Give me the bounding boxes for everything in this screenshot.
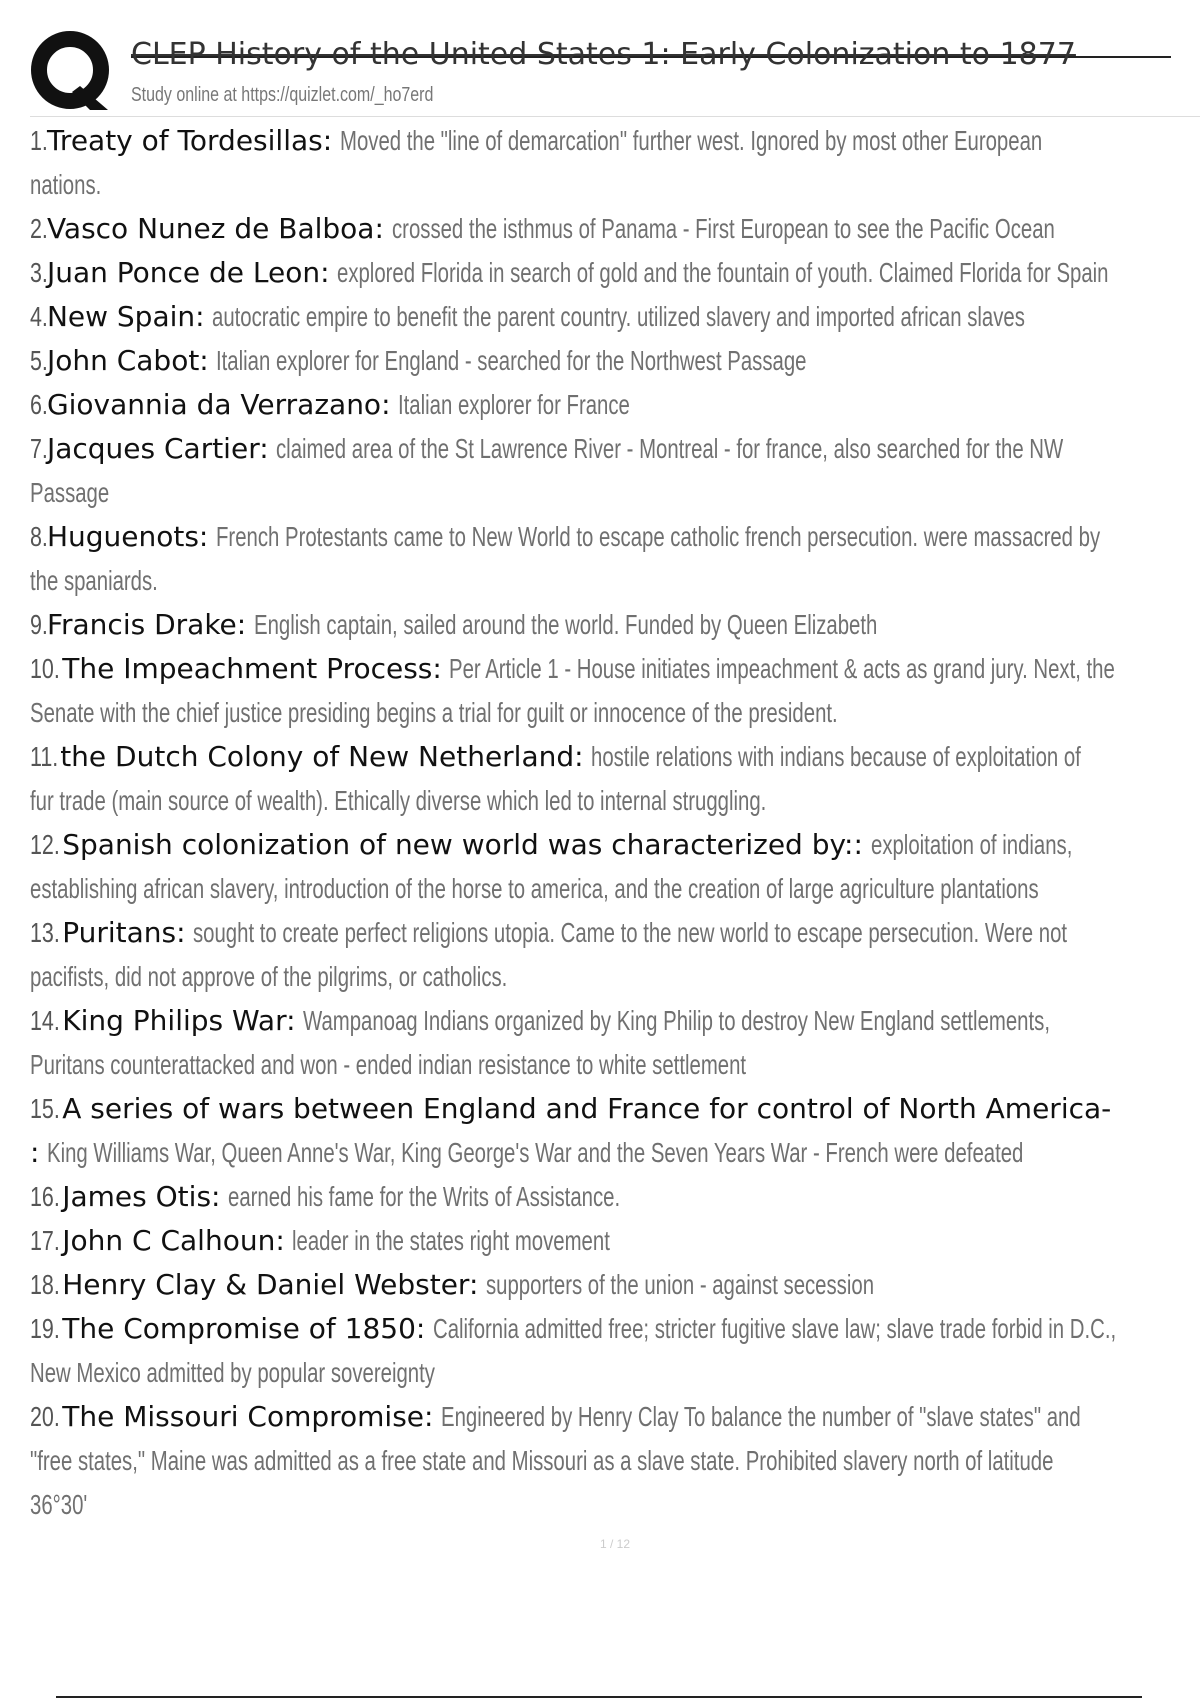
term-line — [30, 867, 1200, 911]
term-definition: Italian explorer for France — [398, 389, 631, 420]
footer-divider — [56, 1696, 1142, 1698]
term-item — [30, 735, 1200, 823]
term-line — [30, 1263, 1200, 1307]
term-item — [30, 515, 1200, 603]
term-definition: exploitation of indians, — [870, 829, 1072, 860]
term-number: 2. — [30, 213, 48, 244]
term-number: 11. — [30, 741, 59, 772]
term-definition: crossed the isthmus of Panama - First European to see the Pacific Ocean — [391, 213, 1055, 244]
term-number: 19. — [30, 1313, 60, 1344]
term-name: Vasco Nunez de Balboa: — [46, 212, 384, 245]
term-definition: the spaniards. — [30, 565, 158, 596]
term-line — [30, 119, 1200, 163]
term-line — [30, 559, 1200, 603]
term-item — [30, 1263, 1200, 1307]
term-line — [30, 1087, 1200, 1131]
term-item — [30, 1087, 1200, 1175]
term-definition: nations. — [30, 169, 102, 200]
term-number: 7. — [30, 433, 48, 464]
term-number: 15. — [30, 1093, 60, 1124]
term-number: 17. — [30, 1225, 60, 1256]
term-definition: California admitted free; stricter fugitive slave law; slave trade forbid in D.C., — [432, 1313, 1117, 1344]
term-name: James Otis: — [62, 1180, 221, 1213]
term-line — [30, 1439, 1200, 1483]
term-number: 12. — [30, 829, 60, 860]
term-number: 1. — [30, 125, 48, 156]
term-item — [30, 647, 1200, 735]
term-definition: 36°30' — [30, 1489, 88, 1520]
header-divider — [30, 116, 1200, 117]
term-line — [30, 955, 1200, 999]
term-item — [30, 1219, 1200, 1263]
study-online-link[interactable]: Study online at https://quizlet.com/_ho7erd — [131, 84, 434, 106]
term-name: Jacques Cartier: — [46, 432, 269, 465]
term-definition: Engineered by Henry Clay To balance the number of "slave states" and — [441, 1401, 1081, 1432]
term-line — [30, 647, 1200, 691]
term-number: 10. — [30, 653, 60, 684]
term-number: 5. — [30, 345, 48, 376]
term-name: Treaty of Tordesillas: — [46, 124, 333, 157]
term-name: Spanish colonization of new world was characterized by:: — [62, 828, 863, 861]
term-line — [30, 1175, 1200, 1219]
term-definition: autocratic empire to benefit the parent country. utilized slavery and imported african slaves — [212, 301, 1026, 332]
term-item — [30, 207, 1200, 251]
term-line — [30, 1131, 1200, 1175]
term-line — [30, 823, 1200, 867]
term-definition: establishing african slavery, introduction of the horse to america, and the creation of large agriculture plantations — [30, 873, 1039, 904]
term-number: 4. — [30, 301, 48, 332]
term-item — [30, 999, 1200, 1087]
term-name: The Compromise of 1850: — [62, 1312, 426, 1345]
term-definition: supporters of the union - against secession — [486, 1269, 875, 1300]
term-number: 6. — [30, 389, 48, 420]
term-name: Francis Drake: — [46, 608, 247, 641]
term-item — [30, 1395, 1200, 1527]
term-line — [30, 163, 1200, 207]
term-name: Juan Ponce de Leon: — [46, 256, 330, 289]
term-name: Giovannia da Verrazano: — [46, 388, 391, 421]
page-header — [30, 30, 1200, 118]
term-line — [30, 1395, 1200, 1439]
term-name: The Missouri Compromise: — [62, 1400, 434, 1433]
term-name: A series of wars between England and France for control of North America- — [62, 1092, 1112, 1125]
term-item — [30, 911, 1200, 999]
term-definition: Senate with the chief justice presiding begins a trial for guilt or innocence of the president. — [30, 697, 838, 728]
document-title: CLEP History of the United States 1: Early Colonization to 1877 — [131, 37, 1076, 72]
term-line — [30, 295, 1200, 339]
term-item — [30, 1307, 1200, 1395]
term-definition: Italian explorer for England - searched for the Northwest Passage — [216, 345, 807, 376]
term-definition: King Williams War, Queen Anne's War, King George's War and the Seven Years War - French were defeated — [47, 1137, 1024, 1168]
quizlet-logo-icon — [30, 30, 112, 112]
term-definition: sought to create perfect religions utopia. Came to the new world to escape persecution. Were not — [193, 917, 1068, 948]
page-number: 1 / 12 — [599, 1537, 631, 1551]
term-definition: Puritans counterattacked and won - ended indian resistance to white settlement — [30, 1049, 747, 1080]
term-item — [30, 295, 1200, 339]
term-name: the Dutch Colony of New Netherland: — [60, 740, 584, 773]
term-definition: earned his fame for the Writs of Assistance. — [228, 1181, 621, 1212]
term-line — [30, 207, 1200, 251]
term-name: Puritans: — [62, 916, 186, 949]
term-line — [30, 1219, 1200, 1263]
term-definition: Moved the "line of demarcation" further west. Ignored by most other European — [339, 125, 1043, 156]
term-definition: French Protestants came to New World to escape catholic french persecution. were massacred by — [216, 521, 1101, 552]
term-number: 16. — [30, 1181, 60, 1212]
term-number: 14. — [30, 1005, 60, 1036]
term-item — [30, 603, 1200, 647]
term-line — [30, 383, 1200, 427]
term-line — [30, 1483, 1200, 1527]
term-item — [30, 823, 1200, 911]
term-item — [30, 427, 1200, 515]
term-line — [30, 339, 1200, 383]
term-line — [30, 251, 1200, 295]
term-line — [30, 471, 1200, 515]
term-line — [30, 515, 1200, 559]
term-line — [30, 1351, 1200, 1395]
term-name: New Spain: — [46, 300, 205, 333]
term-number: 3. — [30, 257, 48, 288]
term-definition: hostile relations with indians because of exploitation of — [591, 741, 1082, 772]
term-line — [30, 779, 1200, 823]
term-line — [30, 603, 1200, 647]
term-line — [30, 1043, 1200, 1087]
term-line — [30, 999, 1200, 1043]
term-item — [30, 119, 1200, 207]
term-definition: leader in the states right movement — [292, 1225, 611, 1256]
term-definition: explored Florida in search of gold and the fountain of youth. Claimed Florida for Spain — [337, 257, 1109, 288]
term-item — [30, 251, 1200, 295]
term-line — [30, 911, 1200, 955]
term-name: : — [30, 1136, 40, 1169]
term-number: 20. — [30, 1401, 60, 1432]
term-definition: Per Article 1 - House initiates impeachment & acts as grand jury. Next, the — [449, 653, 1116, 684]
term-line — [30, 735, 1200, 779]
term-number: 8. — [30, 521, 48, 552]
term-name: Henry Clay & Daniel Webster: — [62, 1268, 479, 1301]
term-line — [30, 691, 1200, 735]
term-definition: Passage — [30, 477, 110, 508]
term-definition: pacifists, did not approve of the pilgrims, or catholics. — [30, 961, 508, 992]
term-line — [30, 1307, 1200, 1351]
term-definition: English captain, sailed around the world. Funded by Queen Elizabeth — [253, 609, 878, 640]
term-definition: New Mexico admitted by popular sovereignty — [30, 1357, 435, 1388]
term-name: John C Calhoun: — [62, 1224, 285, 1257]
term-definition: fur trade (main source of wealth). Ethically diverse which led to internal struggling. — [30, 785, 767, 816]
term-name: King Philips War: — [62, 1004, 296, 1037]
term-item — [30, 1175, 1200, 1219]
term-number: 13. — [30, 917, 60, 948]
term-list — [30, 119, 1200, 1527]
term-item — [30, 339, 1200, 383]
term-definition: claimed area of the St Lawrence River - Montreal - for france, also searched for the NW — [276, 433, 1064, 464]
term-definition: "free states," Maine was admitted as a free state and Missouri as a slave state. Prohibited slavery north of latitude — [30, 1445, 1054, 1476]
term-number: 18. — [30, 1269, 60, 1300]
term-item — [30, 383, 1200, 427]
term-definition: Wampanoag Indians organized by King Philip to destroy New England settlements, — [303, 1005, 1051, 1036]
term-name: John Cabot: — [46, 344, 209, 377]
term-number: 9. — [30, 609, 48, 640]
term-name: Huguenots: — [46, 520, 209, 553]
term-line — [30, 427, 1200, 471]
term-name: The Impeachment Process: — [62, 652, 442, 685]
